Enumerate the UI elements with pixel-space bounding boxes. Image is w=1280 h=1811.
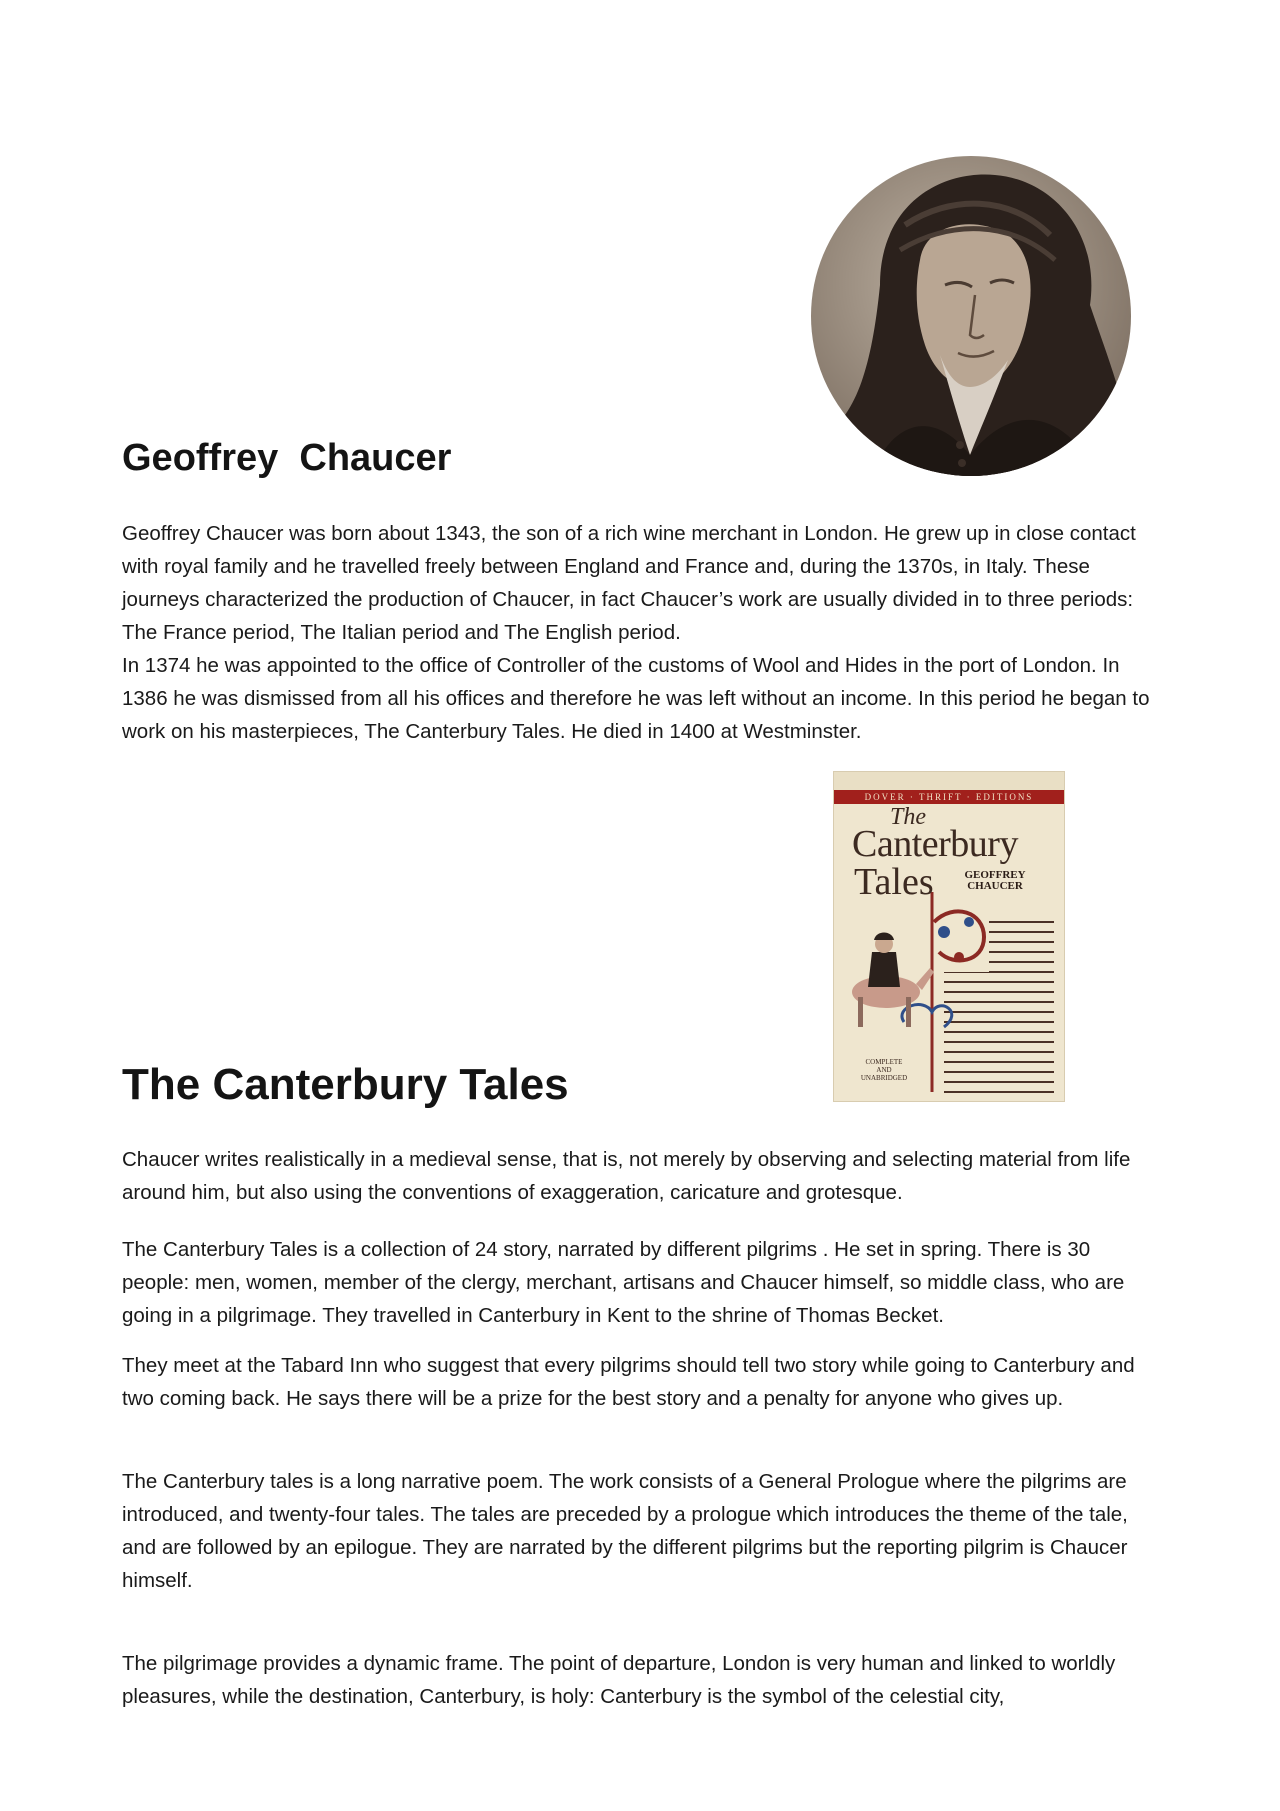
book-cover-author-last: CHAUCER [967,880,1023,892]
book-cover-edition [844,1058,924,1082]
paragraph-pilgrimage-frame: The pilgrimage provides a dynamic frame. The point of departure, London is very human and linked to worldly pleasures, while the destination, Canterbury, is holy: Canterbury is the symbol of the celestial city, [122,1652,1116,1708]
paragraph-narrative-poem: The Canterbury tales is a long narrative poem. The work consists of a General Prologue where the pilgrims are introduced, and twenty-four tales. The tales are preceded by a prologue which introduces the theme of the tale, and are followed by an epilogue. They are narrated by the different pilgrims but the reporting pilgrim is Chaucer himself. [122,1470,1128,1592]
chaucer-portrait [810,155,1132,477]
book-cover-edition-line2: AND [876,1066,892,1074]
book-cover-title-canterbury: Canterbury [852,823,1018,865]
book-cover-title-the: The [890,804,926,830]
book-cover-canterbury-tales [833,771,1065,1102]
paragraph-tabard-inn: They meet at the Tabard Inn who suggest that every pilgrims should tell two story while going to Canterbury and two coming back. He says there will be a prize for the best story and a penalty for anyone who gives up. [122,1354,1135,1410]
book-cover-edition-line3: UNABRIDGED [860,1074,908,1082]
paragraph-realism: Chaucer writes realistically in a medieval sense, that is, not merely by observing and selecting material from life around him, but also using the conventions of exaggeration, caricature and grotesque. [122,1148,1131,1204]
book-cover-author-first: GEOFFREY [964,869,1026,881]
book-cover-edition-line1: COMPLETE [865,1058,903,1066]
book-cover-author [958,870,1032,892]
section-title-chaucer: Geoffrey Chaucer [122,437,452,479]
section-title-canterbury-tales: The Canterbury Tales [122,1060,569,1109]
paragraph-collection: The Canterbury Tales is a collection of 24 story, narrated by different pilgrims . He set in spring. There is 30 people: men, women, member of the clergy, merchant, artisans and Chaucer himself, so middle class, who are going in a pilgrimage. They travelled in Canterbury in Kent to the shrine of Thomas Becket. [122,1238,1125,1327]
book-cover-series: DOVER · THRIFT · EDITIONS [834,790,1064,804]
paragraph-career: In 1374 he was appointed to the office of Controller of the customs of Wool and Hides in the port of London. In 1386 he was dismissed from all his offices and therefore he was left without an income. In this period he began to work on his masterpieces, The Canterbury Tales. He died in 1400 at Westminster. [122,654,1150,743]
book-cover-title-tales: Tales [854,861,934,903]
paragraph-biography: Geoffrey Chaucer was born about 1343, the son of a rich wine merchant in London. He grew up in close contact with royal family and he travelled freely between England and France and, during the 1370s, in Italy. These journeys characterized the production of Chaucer, in fact Chaucer’s work are usually divided in to three periods: The France period, The Italian period and The English period. [122,522,1136,644]
